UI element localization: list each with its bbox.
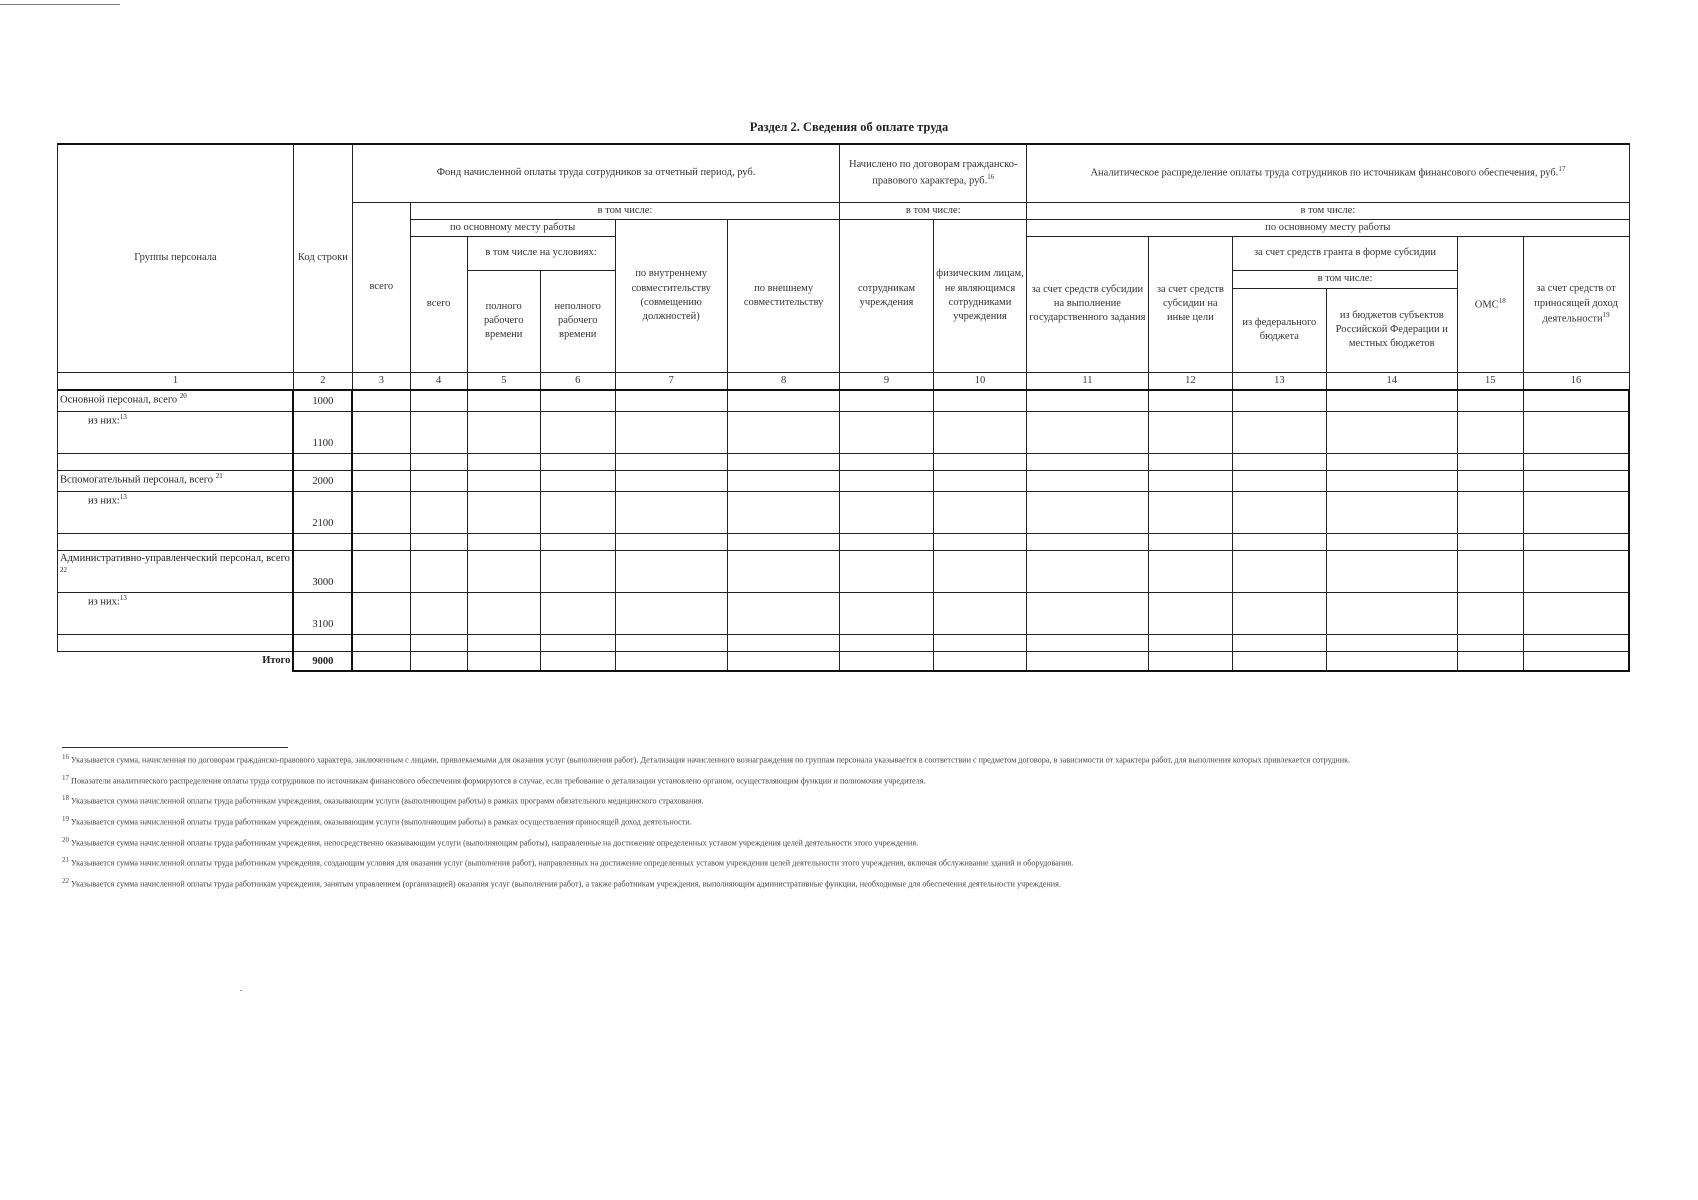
cell[interactable] [1523, 533, 1629, 550]
total-label: Итого [58, 651, 294, 671]
footnote-divider [62, 747, 288, 748]
cell[interactable] [1457, 491, 1523, 533]
cell[interactable] [840, 592, 933, 634]
cell[interactable] [933, 634, 1027, 651]
footnote [62, 793, 1542, 808]
cell[interactable] [467, 533, 540, 550]
cell[interactable] [1523, 651, 1629, 671]
cell[interactable] [410, 634, 467, 651]
header-non-staff: физическим лицам, не являющимся сотрудниками учреждения [933, 219, 1027, 372]
cell[interactable] [615, 651, 727, 671]
row-label-main-sub-footnote: 13 [119, 412, 127, 421]
cell[interactable] [1457, 592, 1523, 634]
row-label-main-footnote: 20 [179, 392, 187, 401]
cell[interactable] [1326, 491, 1457, 533]
header-grant: за счет средств гранта в форме субсидии [1233, 236, 1458, 270]
cell[interactable] [615, 550, 727, 592]
cell[interactable] [1027, 550, 1148, 592]
cell[interactable] [840, 491, 933, 533]
cell[interactable] [1326, 634, 1457, 651]
cell[interactable] [933, 651, 1027, 671]
row-label-admin-text: Административно-управленческий персонал, всего [60, 552, 290, 564]
cell[interactable] [1457, 470, 1523, 491]
cell[interactable] [840, 470, 933, 491]
cell[interactable] [1326, 592, 1457, 634]
cell[interactable] [727, 453, 839, 470]
cell [293, 533, 352, 550]
header-subsidy-task: за счет средств субсидии на выполнение государственного задания [1027, 236, 1148, 372]
cell[interactable] [1326, 390, 1457, 411]
footnotes [62, 752, 1542, 896]
cell[interactable] [840, 533, 933, 550]
header-oms [1457, 236, 1523, 372]
header-subsidy-other: за счет средств субсидии на иные цели [1148, 236, 1233, 372]
row-label-aux [58, 470, 294, 491]
row-code: 3000 [293, 550, 352, 592]
cell[interactable] [1457, 390, 1523, 411]
cell[interactable] [410, 411, 467, 453]
header-internal: по внутреннему совместительству (совмещению должностей) [615, 219, 727, 372]
cell[interactable] [467, 592, 540, 634]
cell[interactable] [410, 491, 467, 533]
row-label-aux-text: Вспомогательный персонал, всего [60, 474, 214, 486]
cell[interactable] [1457, 453, 1523, 470]
cell[interactable] [540, 491, 615, 533]
row-label-main-sub [58, 411, 294, 453]
footnote-text: Указывается сумма начисленной оплаты труда работникам учреждения, оказывающим услуги (выполняющим работы) в рамках программ обязательного медицинского страхования. [71, 796, 704, 806]
header-main-place-analytic: по основному месту работы [1027, 219, 1629, 236]
cell[interactable] [352, 533, 410, 550]
col-number: 7 [615, 372, 727, 390]
header-full-time: полного рабочего времени [467, 270, 540, 372]
row-code: 2100 [293, 491, 352, 533]
cell[interactable] [1148, 411, 1233, 453]
cell[interactable] [840, 550, 933, 592]
cell[interactable] [1523, 411, 1629, 453]
table-row [58, 592, 1630, 634]
header-analytic [1027, 144, 1629, 202]
cell[interactable] [1457, 411, 1523, 453]
header-fund: Фонд начисленной оплаты труда сотрудников за отчетный период, руб. [352, 144, 839, 202]
cell[interactable] [352, 634, 410, 651]
cell[interactable] [1233, 453, 1326, 470]
header-gph-footnote: 16 [987, 172, 995, 181]
header-gph-incl: в том числе: [840, 202, 1027, 219]
header-grant-incl: в том числе: [1233, 270, 1458, 288]
cell[interactable] [1523, 592, 1629, 634]
header-income-footnote: 19 [1602, 310, 1610, 319]
cell[interactable] [727, 491, 839, 533]
cell[interactable] [1148, 592, 1233, 634]
cell[interactable] [1027, 651, 1148, 671]
cell[interactable] [467, 470, 540, 491]
cell[interactable] [615, 634, 727, 651]
footnote-number: 18 [62, 794, 69, 803]
cell[interactable] [540, 470, 615, 491]
row-label-admin-sub-footnote: 13 [119, 593, 127, 602]
footnote [62, 773, 1542, 788]
header-main-total: всего [410, 236, 467, 372]
cell[interactable] [1523, 470, 1629, 491]
cell[interactable] [727, 533, 839, 550]
header-staff: сотрудникам учреждения [840, 219, 933, 372]
scan-speck [240, 990, 242, 991]
cell[interactable] [1326, 533, 1457, 550]
cell[interactable] [933, 470, 1027, 491]
cell[interactable] [1148, 651, 1233, 671]
cell[interactable] [615, 470, 727, 491]
cell[interactable] [1233, 470, 1326, 491]
cell[interactable] [615, 533, 727, 550]
cell[interactable] [1523, 453, 1629, 470]
cell[interactable] [1326, 550, 1457, 592]
cell[interactable] [1027, 453, 1148, 470]
cell[interactable] [1027, 491, 1148, 533]
cell[interactable] [840, 411, 933, 453]
cell[interactable] [1148, 390, 1233, 411]
cell[interactable] [840, 651, 933, 671]
row-label-main-sub-text: из них: [88, 415, 120, 427]
cell[interactable] [1233, 491, 1326, 533]
cell[interactable] [1148, 550, 1233, 592]
cell[interactable] [352, 651, 410, 671]
header-income [1523, 236, 1629, 372]
col-number: 13 [1233, 372, 1326, 390]
header-fund-total: всего [352, 202, 410, 372]
header-analytic-incl: в том числе: [1027, 202, 1629, 219]
cell[interactable] [727, 651, 839, 671]
cell[interactable] [1148, 491, 1233, 533]
footnote-number: 19 [62, 814, 69, 823]
cell[interactable] [1326, 453, 1457, 470]
header-federal: из федерального бюджета [1233, 288, 1326, 372]
header-code: Код строки [293, 144, 352, 372]
cell[interactable] [615, 453, 727, 470]
cell[interactable] [1326, 411, 1457, 453]
footnote-text: Показатели аналитического распределения оплаты труда сотрудников по источникам финансового обеспечения формируются в случае, если требование о детализации установлено органом, осуществляющим функции и полномочия учредителя. [71, 776, 926, 786]
cell[interactable] [1027, 592, 1148, 634]
cell[interactable] [540, 411, 615, 453]
cell[interactable] [410, 550, 467, 592]
cell[interactable] [1457, 651, 1523, 671]
cell[interactable] [1457, 533, 1523, 550]
cell[interactable] [933, 453, 1027, 470]
col-number: 4 [410, 372, 467, 390]
row-label-aux-sub-text: из них: [88, 495, 120, 507]
cell[interactable] [410, 453, 467, 470]
cell[interactable] [352, 592, 410, 634]
row-label-main [58, 390, 294, 411]
footnote-text: Указывается сумма начисленной оплаты труда работникам учреждения, оказывающим услуги (выполняющим работы) в рамках осуществления приносящей доход деятельности. [71, 817, 692, 827]
cell[interactable] [1148, 470, 1233, 491]
cell[interactable] [1027, 470, 1148, 491]
cell[interactable] [1027, 390, 1148, 411]
cell[interactable] [540, 390, 615, 411]
row-label-admin-sub [58, 592, 294, 634]
cell[interactable] [540, 453, 615, 470]
cell[interactable] [1233, 533, 1326, 550]
footnote [62, 752, 1542, 767]
cell[interactable] [840, 390, 933, 411]
cell[interactable] [933, 550, 1027, 592]
footnote-number: 21 [62, 856, 69, 865]
cell[interactable] [352, 453, 410, 470]
cell[interactable] [467, 411, 540, 453]
footnote [62, 835, 1542, 850]
cell[interactable] [1523, 634, 1629, 651]
cell[interactable] [352, 390, 410, 411]
cell[interactable] [1148, 453, 1233, 470]
header-main-place: по основному месту работы [410, 219, 615, 236]
header-analytic-text: Аналитическое распределение оплаты труда сотрудников по источникам финансового обеспечения, руб. [1090, 167, 1559, 179]
header-oms-text: ОМС [1474, 299, 1499, 310]
footnote [62, 855, 1542, 870]
cell[interactable] [1523, 550, 1629, 592]
col-number: 10 [933, 372, 1027, 390]
col-number: 8 [727, 372, 839, 390]
header-part-time: неполного рабочего времени [540, 270, 615, 372]
cell[interactable] [352, 411, 410, 453]
row-label-aux-sub-footnote: 13 [119, 492, 127, 501]
footnote [62, 814, 1542, 829]
header-external: по внешнему совместительству [727, 219, 839, 372]
cell[interactable] [727, 411, 839, 453]
table-row [58, 491, 1630, 533]
cell[interactable] [1233, 390, 1326, 411]
header-analytic-footnote: 17 [1558, 165, 1566, 174]
cell[interactable] [933, 491, 1027, 533]
cell[interactable] [540, 550, 615, 592]
row-label-admin-sub-text: из них: [88, 596, 120, 608]
col-number: 14 [1326, 372, 1457, 390]
cell[interactable] [1148, 634, 1233, 651]
footnote [62, 876, 1542, 891]
cell[interactable] [1326, 651, 1457, 671]
header-groups: Группы персонала [58, 144, 294, 372]
footnote-number: 22 [62, 876, 69, 885]
cell[interactable] [615, 592, 727, 634]
cell[interactable] [352, 550, 410, 592]
cell[interactable] [1027, 411, 1148, 453]
cell[interactable] [540, 634, 615, 651]
header-gph-text: Начислено по договорам гражданско-правового характера, руб. [848, 159, 1018, 186]
cell[interactable] [410, 390, 467, 411]
cell [58, 533, 294, 550]
cell[interactable] [840, 634, 933, 651]
cell[interactable] [467, 390, 540, 411]
cell [58, 634, 294, 651]
col-number: 1 [58, 372, 294, 390]
pay-table [57, 143, 1630, 672]
header-regional: из бюджетов субъектов Российской Федерации и местных бюджетов [1326, 288, 1457, 372]
header-fund-incl: в том числе: [410, 202, 840, 219]
cell[interactable] [1233, 651, 1326, 671]
cell[interactable] [467, 491, 540, 533]
cell[interactable] [352, 491, 410, 533]
cell[interactable] [615, 411, 727, 453]
cell[interactable] [727, 470, 839, 491]
cell[interactable] [727, 550, 839, 592]
footnote-text: Указывается сумма начисленной оплаты труда работникам учреждения, создающим условия для оказания услуг (выполнения работ), направленных на достижение определенных уставом учреждения целей деятельности этого учреждения, включая обслуживание зданий и оборудования. [71, 858, 1074, 868]
cell[interactable] [467, 634, 540, 651]
col-number: 16 [1523, 372, 1629, 390]
row-code: 3100 [293, 592, 352, 634]
cell[interactable] [540, 533, 615, 550]
cell[interactable] [467, 651, 540, 671]
table-row [58, 411, 1630, 453]
cell[interactable] [1457, 634, 1523, 651]
table-row [58, 390, 1630, 411]
table-row-blank [58, 453, 1630, 470]
cell [58, 453, 294, 470]
cell[interactable] [1326, 470, 1457, 491]
cell[interactable] [933, 592, 1027, 634]
cell[interactable] [410, 651, 467, 671]
cell[interactable] [615, 491, 727, 533]
cell[interactable] [1523, 491, 1629, 533]
cell[interactable] [1233, 634, 1326, 651]
col-number: 5 [467, 372, 540, 390]
total-code: 9000 [293, 651, 352, 671]
cell[interactable] [540, 651, 615, 671]
cell[interactable] [410, 470, 467, 491]
row-code: 1100 [293, 411, 352, 453]
col-number: 3 [352, 372, 410, 390]
corner-rule [0, 4, 120, 5]
cell[interactable] [933, 390, 1027, 411]
footnote-number: 20 [62, 835, 69, 844]
row-code: 2000 [293, 470, 352, 491]
cell[interactable] [1457, 550, 1523, 592]
header-conditions: в том числе на условиях: [467, 236, 615, 270]
cell[interactable] [540, 592, 615, 634]
cell[interactable] [727, 390, 839, 411]
footnote-text: Указывается сумма начисленной оплаты труда работникам учреждения, непосредственно оказывающим услуги (выполняющим работы), направленные на достижение определенных уставом учреждения целей деятельности этого учреждения. [71, 838, 919, 848]
col-number: 6 [540, 372, 615, 390]
header-oms-footnote: 18 [1498, 296, 1506, 305]
footnote-text: Указывается сумма начисленной оплаты труда работникам учреждения, занятым управлением (организацией) оказания услуг (выполнения работ), а также работникам учреждения, выполняющим административные функции, необходимые для обеспечения деятельности учреждения. [71, 879, 1061, 889]
row-label-main-text: Основной персонал, всего [60, 394, 178, 406]
table-row-blank [58, 634, 1630, 651]
col-number: 15 [1457, 372, 1523, 390]
table-row [58, 550, 1630, 592]
header-income-text: за счет средств от приносящей доход деятельности [1534, 283, 1618, 325]
cell[interactable] [467, 453, 540, 470]
table-row [58, 470, 1630, 491]
cell[interactable] [1523, 390, 1629, 411]
row-label-admin-footnote: 22 [60, 565, 67, 574]
cell[interactable] [410, 592, 467, 634]
cell [293, 453, 352, 470]
footnote-number: 17 [62, 773, 69, 782]
footnote-number: 16 [62, 753, 69, 761]
row-code: 1000 [293, 390, 352, 411]
total-row [58, 651, 1630, 671]
cell[interactable] [840, 453, 933, 470]
footnote-text: Указывается сумма, начисленная по договорам гражданско-правового характера, заключенным с лицами, привлекаемыми для оказания услуг (выполнения работ). Детализация начисленного вознаграждения по группам персонала указывается в соответствии с предметом договора, в зависимости от характера работ, для выполнения которых привлекается сотрудник. [71, 755, 1351, 765]
row-label-aux-sub [58, 491, 294, 533]
row-label-aux-footnote: 21 [215, 471, 223, 480]
cell[interactable] [727, 634, 839, 651]
cell[interactable] [1027, 634, 1148, 651]
cell[interactable] [1233, 411, 1326, 453]
section-title: Раздел 2. Сведения об оплате труда [749, 120, 949, 134]
cell[interactable] [933, 533, 1027, 550]
cell[interactable] [1027, 533, 1148, 550]
table-row-blank [58, 533, 1630, 550]
cell[interactable] [933, 411, 1027, 453]
cell[interactable] [1233, 550, 1326, 592]
cell[interactable] [410, 533, 467, 550]
col-number: 2 [293, 372, 352, 390]
cell[interactable] [615, 390, 727, 411]
cell[interactable] [467, 550, 540, 592]
cell [293, 634, 352, 651]
cell[interactable] [1148, 533, 1233, 550]
cell[interactable] [352, 470, 410, 491]
cell[interactable] [727, 592, 839, 634]
col-number: 11 [1027, 372, 1148, 390]
col-number: 12 [1148, 372, 1233, 390]
row-label-admin [58, 550, 294, 592]
col-number: 9 [840, 372, 933, 390]
header-gph [840, 144, 1027, 202]
cell[interactable] [1233, 592, 1326, 634]
